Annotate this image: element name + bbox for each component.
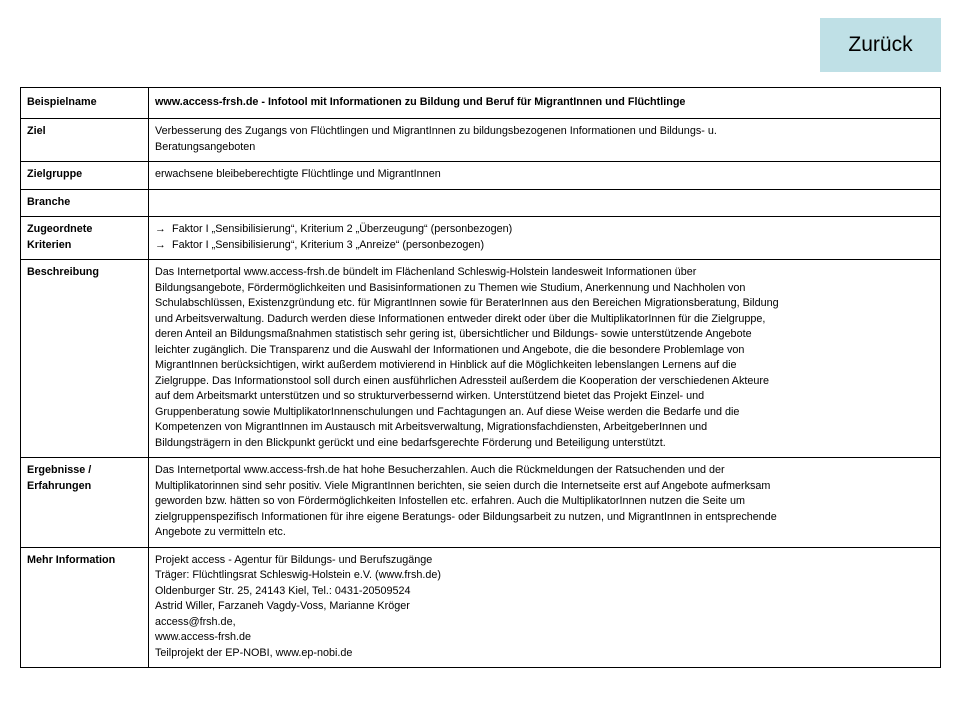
row-label-mehr-information: Mehr Information	[21, 547, 149, 668]
text-line: Das Internetportal www.access-frsh.de bündelt im Flächenland Schleswig-Holstein landesweit Informationen über	[155, 266, 697, 278]
text-line: Teilprojekt der EP-NOBI, www.ep-nobi.de	[155, 646, 353, 659]
info-table	[20, 87, 941, 668]
table-row-mehr-information	[21, 547, 941, 668]
back-button[interactable]: Zurück	[820, 18, 941, 72]
table-row-ziel	[21, 119, 941, 162]
text-line: Kompetenzen von MigrantInnen im Austausch mit Arbeitsverwaltung, Migrationsfachdiensten, ArbeitgeberInnen und	[155, 421, 708, 433]
text-line: zielgruppenspezifisch Informationen für ihre eigene Beratungs- oder Bildungsarbeit zu nutzen, und MigrantInnen in entsprechende	[155, 510, 777, 523]
row-value-mehr-information	[149, 547, 941, 668]
text-line: Schulabschlüssen, Existenzgründung etc. für MigrantInnen sowie für BeraterInnen aus den Bereichen Migrationsberatung, Bildung	[155, 297, 779, 309]
table-row-beschreibung	[21, 260, 941, 458]
arrow-right-icon: →	[155, 238, 166, 251]
table-row-branche	[21, 189, 941, 217]
label-line: Kriterien	[27, 238, 72, 251]
row-value-ergebnisse	[149, 458, 941, 548]
row-value-kriterien	[149, 217, 941, 260]
text-line: Astrid Willer, Farzaneh Vagdy-Voss, Marianne Kröger	[155, 600, 410, 612]
criterion-text: Faktor I „Sensibilisierung“, Kriterium 3 „Anreize“ (personbezogen)	[169, 238, 485, 251]
text-line: MigrantInnen berücksichtigen, wirkt außerdem motivierend in Hinblick auf die Möglichkeiten lebenslangen Lernens auf die	[155, 359, 737, 371]
text-line: leichter zugänglich. Die Transparenz und die Auswahl der Informationen und Angebote, die die besondere Problemlage von	[155, 343, 745, 356]
text-line: geworden bzw. hätten so von Fördermöglichkeiten Infostellen etc. erfahren. Auch die MultiplikatorInnen nutzen die Seite um	[155, 495, 745, 507]
row-label-zielgruppe: Zielgruppe	[21, 162, 149, 190]
row-label-kriterien	[21, 217, 149, 260]
arrow-right-icon: →	[155, 223, 166, 235]
table-row-kriterien	[21, 217, 941, 260]
text-line: Das Internetportal www.access-frsh.de hat hohe Besucherzahlen. Auch die Rückmeldungen der Ratsuchenden und der	[155, 464, 725, 476]
text-line: Angebote zu vermitteln etc.	[155, 526, 286, 538]
table-row-zielgruppe	[21, 162, 941, 190]
label-line: Erfahrungen	[27, 479, 92, 492]
row-value-branche	[149, 189, 941, 217]
text-line: Gruppenberatung sowie MultiplikatorInnenschulungen und Fachtagungen an. Auf diese Weise werden die Bedarfe und die	[155, 405, 740, 418]
text-line: Projekt access - Agentur für Bildungs- und Berufszugänge	[155, 553, 433, 566]
row-value-beispielname: www.access-frsh.de - Infotool mit Informationen zu Bildung und Beruf für MigrantInnen und Flüchtlinge	[149, 88, 941, 119]
row-label-beispielname: Beispielname	[21, 88, 149, 119]
criterion-text: Faktor I „Sensibilisierung“, Kriterium 2 „Überzeugung“ (personbezogen)	[169, 223, 513, 235]
row-label-ziel: Ziel	[21, 119, 149, 162]
label-line: Zugeordnete	[27, 223, 93, 235]
text-line: Verbesserung des Zugangs von Flüchtlingen und MigrantInnen zu bildungsbezogenen Informationen und Bildungs- u.	[155, 125, 717, 137]
text-line: Zielgruppe. Das Informationstool soll durch einen ausführlichen Adressteil außerdem die Kooperation der verschiedenen Akteure	[155, 374, 769, 387]
url-line: www.access-frsh.de	[155, 631, 252, 643]
row-label-ergebnisse	[21, 458, 149, 548]
text-line: und Arbeitsverwaltung. Dadurch werden diese Informationen entweder direkt oder über die MultiplikatorInnen für die Zielgruppe,	[155, 312, 766, 325]
text-line: Bildungsträgern in den Blickpunkt gerückt und eine bedarfsgerechte Förderung und Beteiligung unterstützt.	[155, 436, 666, 449]
row-value-ziel	[149, 119, 941, 162]
text-line: Träger: Flüchtlingsrat Schleswig-Holstein e.V. (www.frsh.de)	[155, 569, 442, 581]
text-line: Multiplikatorinnen sind sehr positiv. Viele MigrantInnen berichten, sie seien durch die Internetseite erst auf Angebote aufmerksam	[155, 479, 771, 492]
text-line: auf dem Arbeitsmarkt unterstützen und so strukturverbessernd wirken. Unterstützend bietet das Projekt Einzel- und	[155, 390, 705, 402]
row-value-beschreibung	[149, 260, 941, 458]
text-line: deren Anteil an Bildungsmaßnahmen statistisch sehr gering ist, übersichtlicher und Bildungs- sowie unterstützende Angebote	[155, 328, 752, 340]
text-line: Beratungsangeboten	[155, 140, 256, 153]
table-row-ergebnisse	[21, 458, 941, 548]
label-line: Ergebnisse /	[27, 464, 92, 476]
criterion-item	[155, 222, 934, 238]
table-row-beispielname	[21, 88, 941, 119]
text-line: Oldenburger Str. 25, 24143 Kiel, Tel.: 0431-20509524	[155, 584, 411, 597]
email-line: access@frsh.de,	[155, 615, 236, 628]
row-value-zielgruppe: erwachsene bleibeberechtigte Flüchtlinge und MigrantInnen	[149, 162, 941, 190]
text-line: Bildungsangebote, Fördermöglichkeiten und Basisinformationen zu Themen wie Studium, Anerkennung und Nachholen von	[155, 281, 746, 294]
row-label-branche: Branche	[21, 189, 149, 217]
criterion-item	[155, 238, 934, 254]
row-label-beschreibung: Beschreibung	[21, 260, 149, 458]
